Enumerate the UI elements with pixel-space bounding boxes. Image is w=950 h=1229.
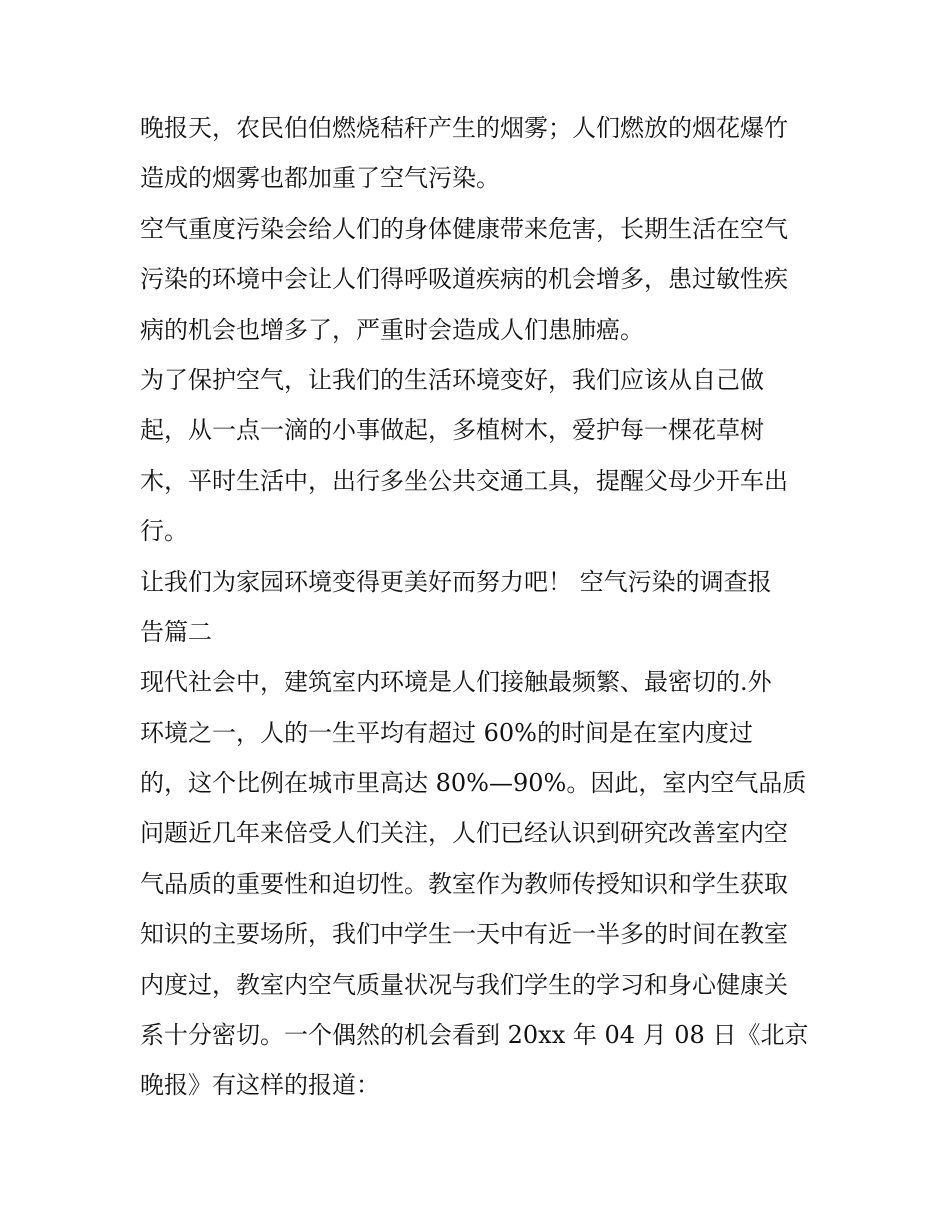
text-line: 污染的环境中会让人们得呼吸道疾病的机会增多，患过敏性疾 [140,265,788,294]
text-line: 为了保护空气，让我们的生活环境变好，我们应该从自己做 [140,365,764,394]
text-line: 内度过，教室内空气质量状况与我们学生的学习和身心健康关 [140,970,788,999]
body-text [140,103,820,1111]
text-line: 让我们为家园环境变得更美好而努力吧！ 空气污染的调查报 [140,567,772,596]
text-line: 空气重度污染会给人们的身体健康带来危害，长期生活在空气 [140,214,788,243]
text-line: 行。 [140,517,188,546]
text-line: 木，平时生活中，出行多坐公共交通工具，提醒父母少开车出 [140,466,788,495]
text-line: 起，从一点一滴的小事做起，多植树木，爱护每一棵花草树 [140,416,764,445]
text-line: 问题近几年来倍受人们关注，人们已经认识到研究改善室内空 [140,819,788,848]
text-line: 气品质的重要性和迫切性。教室作为教师传授知识和学生获取 [140,869,788,898]
text-line: 晚报》有这样的报道： [140,1071,380,1100]
text-line: 告篇二 [140,617,212,646]
text-line: 的，这个比例在城市里高达 80%—90%。因此，室内空气品质 [140,769,807,798]
text-line: 环境之一，人的一生平均有超过 60%的时间是在室内度过 [140,718,753,747]
text-line: 晚报天，农民伯伯燃烧秸秆产生的烟雾；人们燃放的烟花爆竹 [140,114,788,142]
text-line: 病的机会也增多了，严重时会造成人们患肺癌。 [140,315,644,344]
text-line: 系十分密切。一个偶然的机会看到 20xx 年 04 月 08 日《北京 [140,1021,809,1050]
text-line: 知识的主要场所，我们中学生一天中有近一半多的时间在教室 [140,920,788,949]
text-line: 现代社会中，建筑室内环境是人们接触最频繁、最密切的.外 [140,668,772,697]
text-line: 造成的烟雾也都加重了空气污染。 [140,164,500,193]
